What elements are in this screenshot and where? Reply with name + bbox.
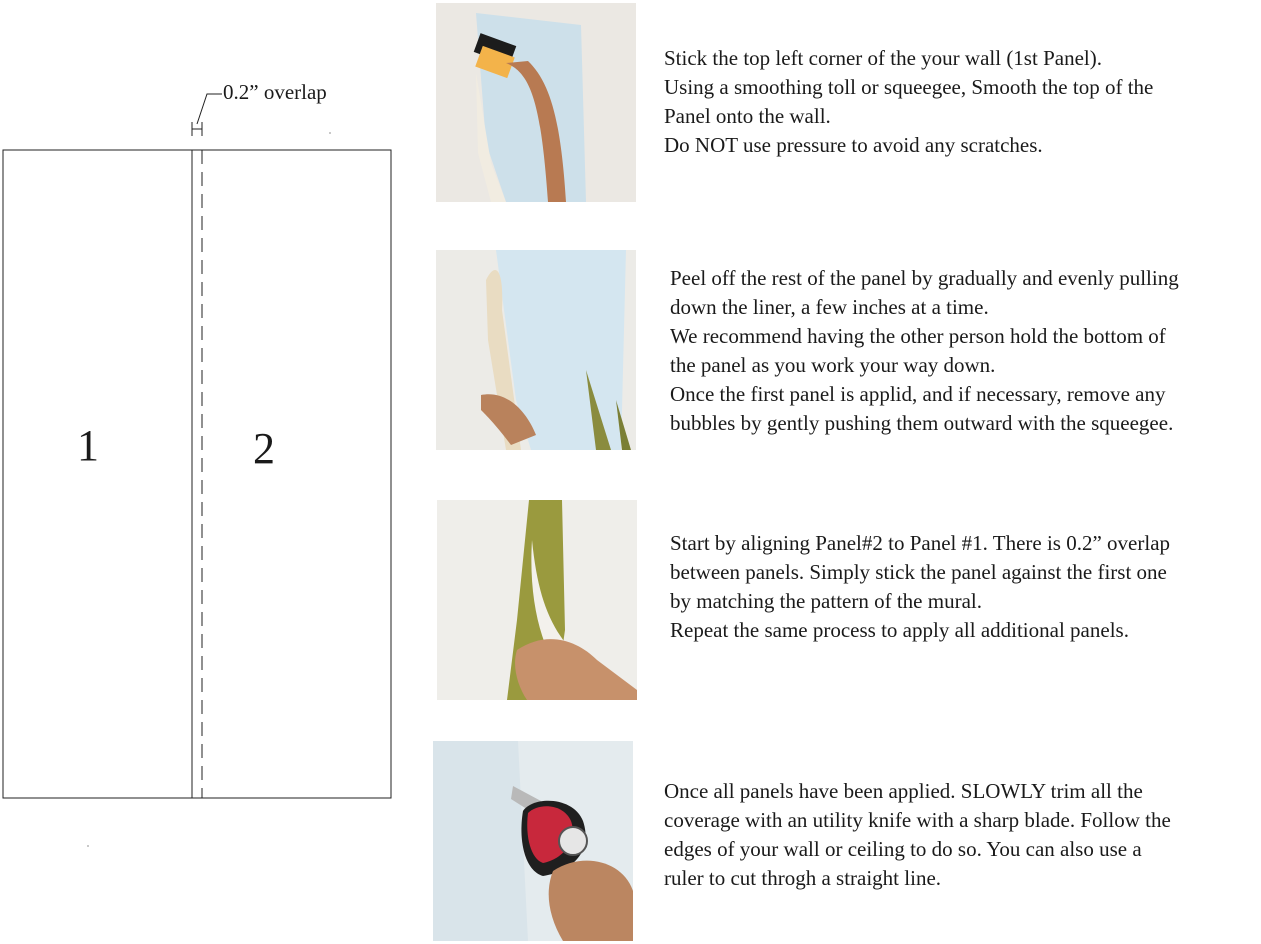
step-2-line-6: bubbles by gently pushing them outward with the squeegee. <box>670 411 1174 435</box>
panel-diagram-drawing <box>0 0 420 944</box>
step-4-line-2: coverage with an utility knife with a sharp blade. Follow the <box>664 808 1171 832</box>
step-4-line-4: ruler to cut throgh a straight line. <box>664 866 942 890</box>
applying-squeegee-photo <box>436 3 636 202</box>
step-3-line-2: between panels. Simply stick the panel against the first one <box>670 560 1167 584</box>
step-4-line-1: Once all panels have been applied. SLOWLY trim all the <box>664 779 1143 803</box>
trimming-knife-photo <box>433 741 633 941</box>
step-2-line-2: down the liner, a few inches at a time. <box>670 295 989 319</box>
step-1-line-4: Do NOT use pressure to avoid any scratches. <box>664 133 1043 157</box>
step-2-text <box>670 264 1179 438</box>
step-3-line-4: Repeat the same process to apply all additional panels. <box>670 618 1129 642</box>
step-2-line-4: the panel as you work your way down. <box>670 353 996 377</box>
overlap-leader-line <box>197 94 222 124</box>
overlap-label: 0.2” overlap <box>223 80 327 104</box>
panel-1-label: 1 <box>77 421 99 470</box>
step-3-line-1: Start by aligning Panel#2 to Panel #1. There is 0.2” overlap <box>670 531 1171 555</box>
step-2-line-1: Peel off the rest of the panel by gradually and evenly pulling <box>670 266 1179 290</box>
step-3-text <box>670 529 1170 645</box>
step-3-line-3: by matching the pattern of the mural. <box>670 589 982 613</box>
panel-2-label: 2 <box>253 424 275 473</box>
panel-overlap-diagram <box>0 0 420 944</box>
step-2-line-5: Once the first panel is applid, and if necessary, remove any <box>670 382 1166 406</box>
step-4-line-3: edges of your wall or ceiling to do so. You can also use a <box>664 837 1142 861</box>
peeling-liner-photo <box>436 250 636 450</box>
step-1-line-3: Panel onto the wall. <box>664 104 831 128</box>
step-2-line-3: We recommend having the other person hold the bottom of <box>670 324 1166 348</box>
step-4-text <box>664 777 1171 893</box>
wall-outline <box>3 150 391 798</box>
aligning-panel-photo <box>437 500 637 700</box>
step-1-text <box>664 44 1153 160</box>
step-1-line-2: Using a smoothing toll or squeegee, Smooth the top of the <box>664 75 1154 99</box>
step-1-line-1: Stick the top left corner of the your wall (1st Panel). <box>664 46 1102 70</box>
